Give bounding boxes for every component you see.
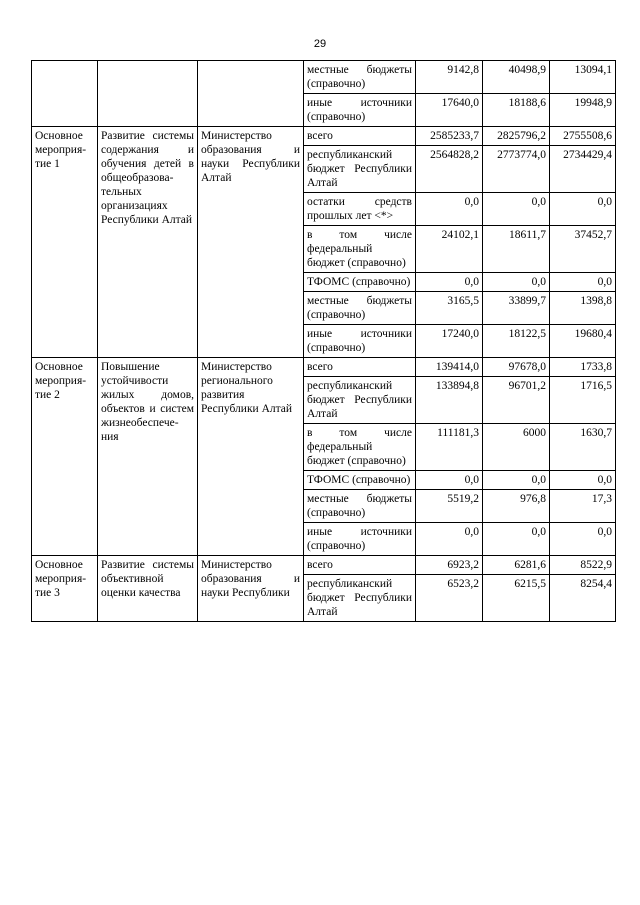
amount-cell-3: 8254,4 <box>550 575 616 622</box>
funding-source-cell: в том числе федеральный бюджет (справочно) <box>304 226 416 273</box>
funding-source-cell: республиканский бюджет Республики Алтай <box>304 575 416 622</box>
funding-source-cell: всего <box>304 358 416 377</box>
executor-cell: Министерство регионального развития Республики Алтай <box>198 358 304 556</box>
amount-cell-1: 2564828,2 <box>416 146 483 193</box>
amount-cell-2: 6000 <box>483 424 550 471</box>
amount-cell-3: 0,0 <box>550 471 616 490</box>
amount-cell-2: 18611,7 <box>483 226 550 273</box>
funding-source-cell: местные бюджеты (справочно) <box>304 490 416 523</box>
table-row <box>32 61 616 94</box>
amount-cell-1: 139414,0 <box>416 358 483 377</box>
amount-cell-1: 0,0 <box>416 471 483 490</box>
amount-cell-3: 1733,8 <box>550 358 616 377</box>
funding-source-cell: остатки средств прошлых лет <*> <box>304 193 416 226</box>
amount-cell-2: 0,0 <box>483 523 550 556</box>
amount-cell-3: 17,3 <box>550 490 616 523</box>
funding-source-cell: ТФОМС (справочно) <box>304 273 416 292</box>
amount-cell-1: 3165,5 <box>416 292 483 325</box>
funding-source-cell: иные источники (справочно) <box>304 325 416 358</box>
funding-source-cell: в том числе федеральный бюджет (справочно) <box>304 424 416 471</box>
amount-cell-2: 97678,0 <box>483 358 550 377</box>
funding-source-cell: иные источники (справочно) <box>304 94 416 127</box>
amount-cell-3: 1398,8 <box>550 292 616 325</box>
amount-cell-2: 6281,6 <box>483 556 550 575</box>
funding-source-cell: местные бюджеты (справочно) <box>304 292 416 325</box>
amount-cell-2: 0,0 <box>483 273 550 292</box>
amount-cell-3: 8522,9 <box>550 556 616 575</box>
amount-cell-1: 111181,3 <box>416 424 483 471</box>
executor-cell <box>198 61 304 127</box>
funding-source-cell: республиканский бюджет Республики Алтай <box>304 377 416 424</box>
table-row <box>32 127 616 146</box>
amount-cell-1: 2585233,7 <box>416 127 483 146</box>
amount-cell-3: 1716,5 <box>550 377 616 424</box>
amount-cell-3: 1630,7 <box>550 424 616 471</box>
amount-cell-1: 24102,1 <box>416 226 483 273</box>
goal-cell: Повышение устойчивости жилых домов, объектов и систем жизнеобеспече-ния <box>98 358 198 556</box>
funding-source-cell: всего <box>304 556 416 575</box>
amount-cell-2: 96701,2 <box>483 377 550 424</box>
amount-cell-2: 40498,9 <box>483 61 550 94</box>
amount-cell-2: 2773774,0 <box>483 146 550 193</box>
amount-cell-3: 2734429,4 <box>550 146 616 193</box>
amount-cell-2: 2825796,2 <box>483 127 550 146</box>
amount-cell-1: 0,0 <box>416 273 483 292</box>
amount-cell-1: 0,0 <box>416 193 483 226</box>
amount-cell-2: 33899,7 <box>483 292 550 325</box>
executor-cell: Министерство образования и науки Республики Алтай <box>198 127 304 358</box>
amount-cell-3: 13094,1 <box>550 61 616 94</box>
amount-cell-3: 19948,9 <box>550 94 616 127</box>
amount-cell-1: 17640,0 <box>416 94 483 127</box>
goal-cell: Развитие системы содержания и обучения детей в общеобразова-тельных организациях Республики Алтай <box>98 127 198 358</box>
executor-cell: Министерство образования и науки Республики <box>198 556 304 622</box>
amount-cell-1: 9142,8 <box>416 61 483 94</box>
table-row <box>32 556 616 575</box>
amount-cell-3: 19680,4 <box>550 325 616 358</box>
funding-source-cell: местные бюджеты (справочно) <box>304 61 416 94</box>
amount-cell-2: 0,0 <box>483 471 550 490</box>
amount-cell-2: 0,0 <box>483 193 550 226</box>
page-number: 29 <box>313 38 327 50</box>
amount-cell-3: 0,0 <box>550 523 616 556</box>
funding-source-cell: всего <box>304 127 416 146</box>
event-cell: Основное мероприя-тие 3 <box>32 556 98 622</box>
goal-cell: Развитие системы объективной оценки качества <box>98 556 198 622</box>
amount-cell-1: 0,0 <box>416 523 483 556</box>
amount-cell-3: 2755508,6 <box>550 127 616 146</box>
funding-source-cell: иные источники (справочно) <box>304 523 416 556</box>
amount-cell-1: 133894,8 <box>416 377 483 424</box>
amount-cell-1: 5519,2 <box>416 490 483 523</box>
amount-cell-3: 37452,7 <box>550 226 616 273</box>
amount-cell-1: 17240,0 <box>416 325 483 358</box>
amount-cell-2: 6215,5 <box>483 575 550 622</box>
amount-cell-2: 976,8 <box>483 490 550 523</box>
funding-source-cell: республиканский бюджет Республики Алтай <box>304 146 416 193</box>
goal-cell <box>98 61 198 127</box>
table-body <box>32 61 616 622</box>
table-row <box>32 358 616 377</box>
amount-cell-1: 6523,2 <box>416 575 483 622</box>
event-cell: Основное мероприя-тие 2 <box>32 358 98 556</box>
amount-cell-2: 18122,5 <box>483 325 550 358</box>
amount-cell-2: 18188,6 <box>483 94 550 127</box>
amount-cell-1: 6923,2 <box>416 556 483 575</box>
funding-source-cell: ТФОМС (справочно) <box>304 471 416 490</box>
budget-table <box>31 60 616 622</box>
amount-cell-3: 0,0 <box>550 193 616 226</box>
amount-cell-3: 0,0 <box>550 273 616 292</box>
event-cell <box>32 61 98 127</box>
event-cell: Основное мероприя-тие 1 <box>32 127 98 358</box>
